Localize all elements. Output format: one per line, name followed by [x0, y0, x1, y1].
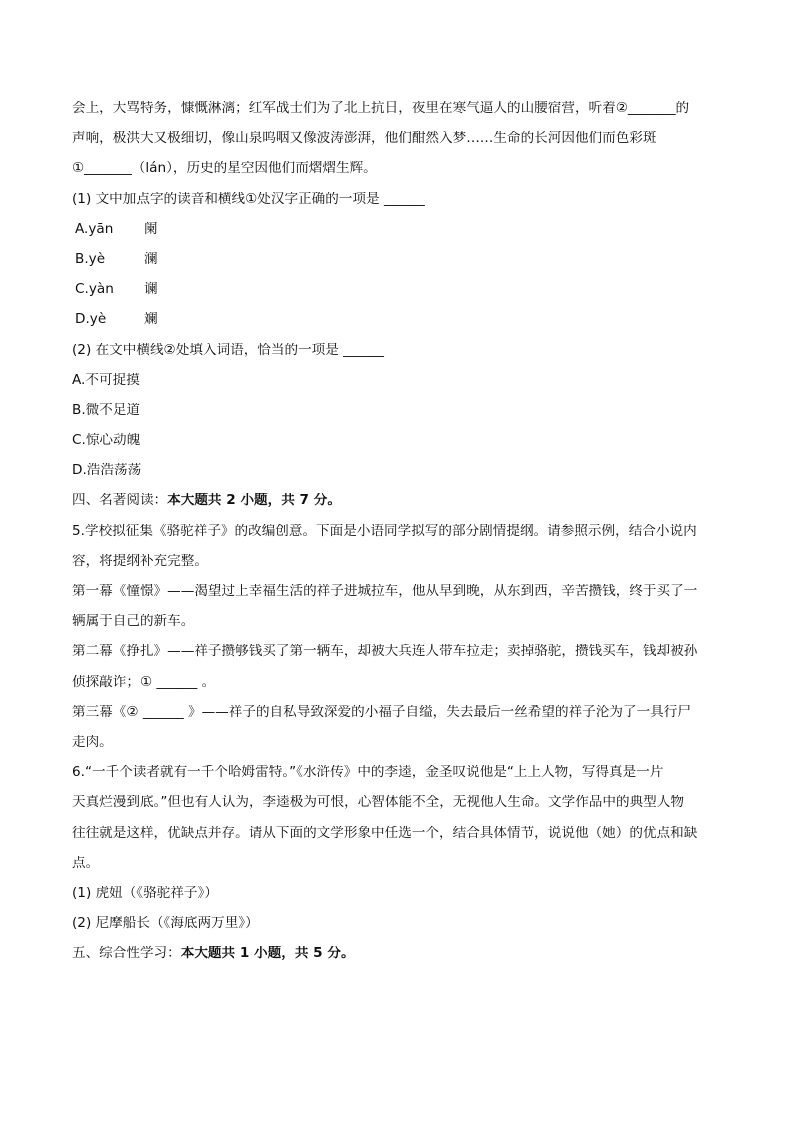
question-5-line-1: 5.学校拟征集《骆驼祥子》的改编创意。下面是小语同学拟写的部分剧情提纲。请参照示例，结合小说内 [72, 523, 697, 539]
option-d-char: 斓 [144, 312, 158, 328]
option-a-char: 阑 [144, 221, 158, 237]
question-6-line-4: 点。 [72, 855, 100, 871]
option-b-pinyin: B.yè [75, 251, 106, 267]
option-c-pinyin: C.yàn [75, 282, 114, 298]
question-6-line-2: 天真烂漫到底。”但也有人认为，李逵极为可恨，心智体能不全，无视他人生命。文学作品中的典型人物 [72, 795, 684, 811]
question-5-line-2: 容，将提纲补充完整。 [72, 553, 208, 569]
question-5-line-7: 第三幕《② ______ 》——祥子的自私导致深爱的小福子自缢，失去最后一丝希望的祥子沦为了一具行尸 [72, 704, 691, 720]
section-4-heading [72, 493, 727, 508]
question-2-option-a[interactable]: A.不可捉摸 [72, 372, 140, 388]
question-2-option-d[interactable]: D.浩浩荡荡 [72, 463, 142, 479]
question-6-line-3: 往往就是这样，优缺点并存。请从下面的文学形象中任选一个，结合具体情节，说说他（她）的优点和缺 [72, 825, 698, 841]
question-2-option-b[interactable]: B.微不足道 [72, 402, 141, 418]
question-2-stem: (2) 在文中横线②处填入词语，恰当的一项是 ______ [72, 342, 384, 358]
page-content [72, 101, 727, 976]
passage-line-1: 会上，大骂特务，慷慨淋漓；红军战士们为了北上抗日，夜里在寒气逼人的山腰宿营，听着②_______的 [72, 101, 690, 116]
section-5-heading [72, 946, 727, 961]
question-1-option-c[interactable] [72, 282, 727, 297]
question-1-stem: (1) 文中加点字的读音和横线①处汉字正确的一项是 ______ [72, 191, 425, 207]
section-5-info: 本大题共 1 小题，共 5 分。 [180, 946, 355, 962]
question-5-line-5: 第二幕《挣扎》——祥子攒够钱买了第一辆车，却被大兵连人带车拉走；卖掉骆驼，攒钱买车，钱却被孙 [72, 644, 698, 660]
question-5-line-6: 侦探敲诈；① ______ 。 [72, 674, 216, 690]
question-1-option-a[interactable] [72, 222, 727, 237]
question-5-line-4: 辆属于自己的新车。 [72, 614, 195, 630]
question-2-option-c[interactable]: C.惊心动魄 [72, 433, 141, 449]
question-6-option-2: (2) 尼摩船长（《海底两万里》） [72, 916, 259, 932]
question-6-line-1: 6.“一千个读者就有一千个哈姆雷特。”《水浒传》中的李逵，金圣叹说他是“上上人物，写得真是一片 [72, 765, 664, 781]
question-1-option-b[interactable] [72, 252, 727, 267]
option-c-char: 谰 [144, 282, 158, 298]
section-4-prefix: 四、名著阅读： [72, 493, 168, 509]
section-5-prefix: 五、综合性学习： [72, 946, 181, 962]
option-b-char: 澜 [144, 251, 158, 267]
question-6-option-1: (1) 虎妞（《骆驼祥子》） [72, 885, 218, 901]
option-d-pinyin: D.yè [75, 312, 107, 328]
question-5-line-3: 第一幕《憧憬》——渴望过上幸福生活的祥子进城拉车，他从早到晚，从东到西，辛苦攒钱，终于买了一 [72, 584, 698, 599]
question-5-line-8: 走肉。 [72, 734, 113, 750]
question-1-option-d[interactable] [72, 312, 727, 327]
option-a-pinyin: A.yān [75, 221, 114, 237]
section-4-info: 本大题共 2 小题，共 7 分。 [167, 493, 341, 509]
passage-line-2: 声响，极洪大又极细切，像山泉呜咽又像波涛澎湃，他们酣然入梦……生命的长河因他们而色彩斑 [72, 131, 657, 147]
passage-line-3: ①_______（lán），历史的星空因他们而熠熠生辉。 [72, 161, 377, 177]
